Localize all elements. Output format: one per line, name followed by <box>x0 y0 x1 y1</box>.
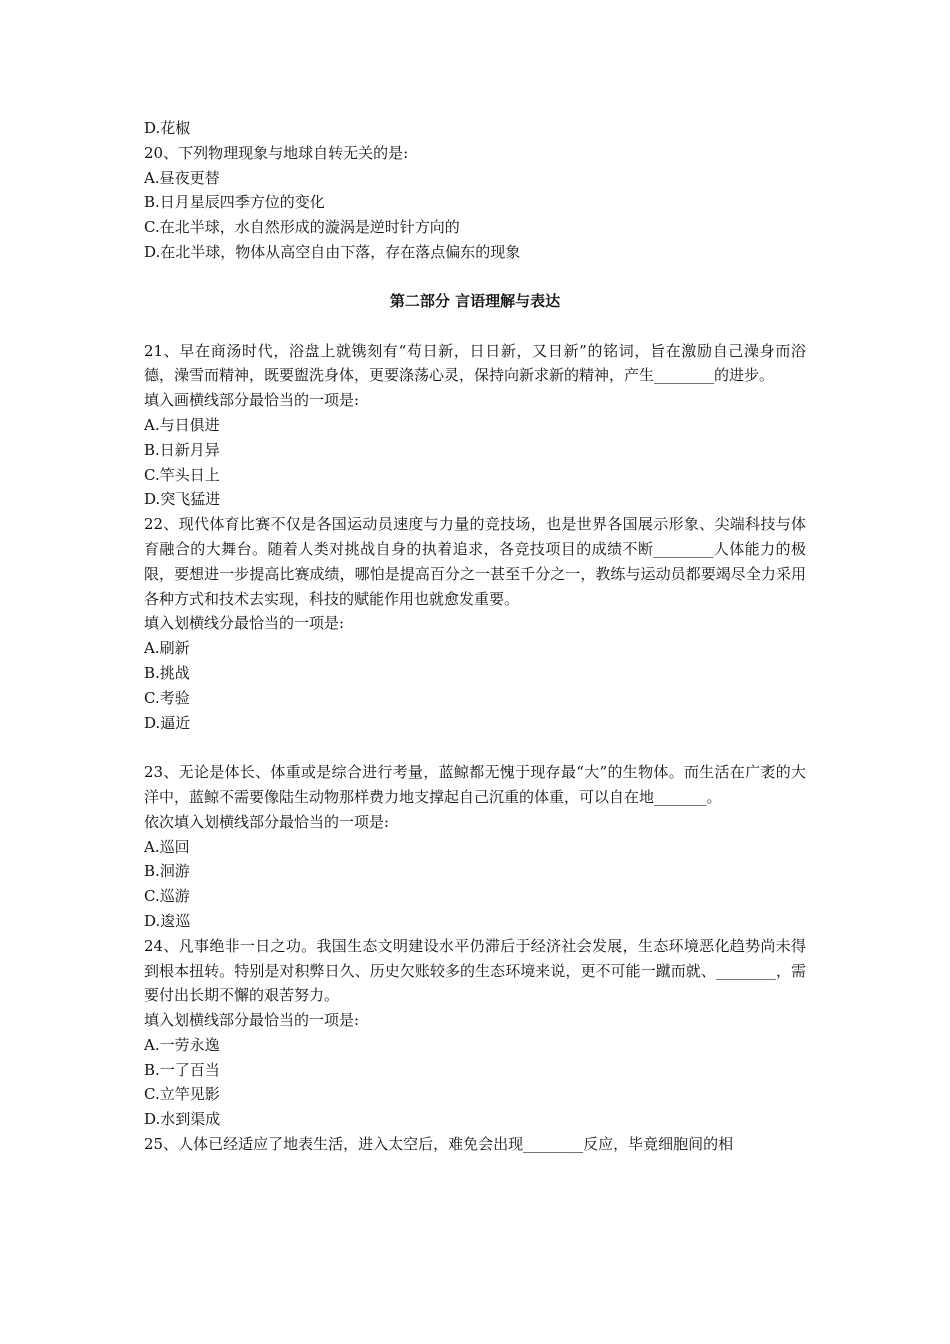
option: C.在北半球，水自然形成的漩涡是逆时针方向的 <box>144 218 460 237</box>
option: A.与日俱进 <box>144 415 220 434</box>
question-21 <box>144 339 806 513</box>
option: A.一劳永逸 <box>144 1035 220 1054</box>
section-heading: 第二部分 言语理解与表达 <box>389 291 561 310</box>
option: D.突飞猛进 <box>144 490 221 509</box>
option: B.日新月异 <box>144 440 220 459</box>
option: A.昼夜更替 <box>144 168 220 187</box>
blank-line <box>144 735 806 760</box>
option: C.巡游 <box>144 887 190 906</box>
option: C.竿头日上 <box>144 465 220 484</box>
question-23 <box>144 760 806 934</box>
question-passage: 23、无论是体长、体重或是综合进行考量，蓝鲸都无愧于现存最“大”的生物体。而生活在广袤的大洋中，蓝鲸不需要像陆生动物那样费力地支撑起自己沉重的体重，可以自在地_______。 <box>144 763 806 806</box>
question-passage: 24、凡事绝非一日之功。我国生态文明建设水平仍滞后于经济社会发展，生态环境恶化趋势尚未得到根本扭转。特别是对积弊日久、历史欠账较多的生态环境来说，更不可能一蹴而就、________，需要付出长期不懈的艰苦努力。 <box>144 936 806 1005</box>
question-passage: 21、早在商汤时代，浴盘上就镌刻有“苟日新，日日新，又日新”的铭词，旨在激励自己澡身而浴德，澡雪而精神，既要盥洗身体，更要涤荡心灵，保持向新求新的精神，产生________的进步。 <box>144 341 806 385</box>
option: B.洄游 <box>144 862 190 881</box>
option: D.逡巡 <box>144 911 191 930</box>
question-20 <box>144 141 806 265</box>
document-body <box>144 116 806 1157</box>
option: A.刷新 <box>144 639 190 658</box>
question-passage: 22、现代体育比赛不仅是各国运动员速度与力量的竞技场，也是世界各国展示形象、尖端科技与体育融合的大舞台。随着人类对挑战自身的执着追求，各竞技项目的成绩不断________人体能力的极限，要想进一步提高比赛成绩，哪怕是提高百分之一甚至千分之一，教练与运动员都要竭尽全力采用各种方式和技术去实现，科技的赋能作用也就愈发重要。 <box>144 515 806 608</box>
option: C.立竿见影 <box>144 1085 220 1104</box>
question-24 <box>144 934 806 1132</box>
option: D.水到渠成 <box>144 1110 221 1129</box>
option: D.逼近 <box>144 713 191 732</box>
question-prompt: 填入画横线部分最恰当的一项是: <box>144 391 360 410</box>
question-text: 20、下列物理现象与地球自转无关的是: <box>144 143 409 162</box>
question-prompt: 依次填入划横线部分最恰当的一项是: <box>144 812 390 831</box>
question-prompt: 填入划横线分最恰当的一项是: <box>144 614 345 633</box>
q19-option-d: D.花椒 <box>144 119 191 137</box>
option: B.挑战 <box>144 663 190 682</box>
option: D.在北半球，物体从高空自由下落，存在落点偏东的现象 <box>144 242 521 261</box>
option: A.巡回 <box>144 837 190 856</box>
question-passage: 25、人体已经适应了地表生活，进入太空后，难免会出现________反应，毕竟细胞间的相 <box>144 1135 734 1154</box>
option: B.日月星辰四季方位的变化 <box>144 193 325 212</box>
question-22 <box>144 512 806 735</box>
option: B.一了百当 <box>144 1060 220 1079</box>
question-prompt: 填入划横线部分最恰当的一项是: <box>144 1011 360 1030</box>
option: C.考验 <box>144 688 190 707</box>
question-25 <box>144 1132 806 1157</box>
